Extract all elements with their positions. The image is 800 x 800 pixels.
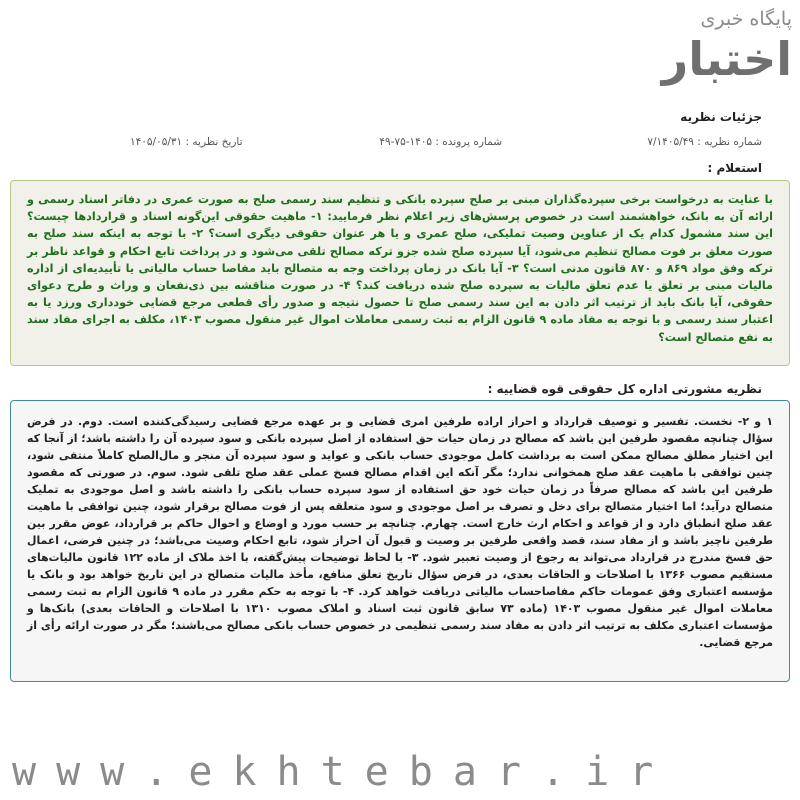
site-watermark: www.ekhtebar.ir <box>12 749 674 795</box>
question-heading: استعلام : <box>707 161 762 175</box>
logo-name: اختبار <box>661 32 792 86</box>
opinion-text: ۱ و ۲- نخست. تفسیر و توصیف قرارداد و احراز اراده طرفین امری قضایی و بر عهده مرجع قضایی رسیدگی‌کننده است. دوم. در فرض سؤال چنانچه مقصود طرفین این باشد که مصالح در زمان حیات حق استفاده از اصل سپرده بانکی و سود سپرده آن را داشته باشد؛ از آنجا که این اختیار مطلق مصالح ممکن است به برداشت کامل موجودی حساب بانکی و عواید و سود سپرده آن منجر و مال‌الصلح کاملاً منتفی شود، چنین توافقی با ماهیت عقد صلح همخوانی ندارد؛ مگر آنکه این اقدام مصالح فسخ عملی عقد صلح تلقی شود. سوم. در صورتی که مقصود طرفین این باشد که مصالح صرفاً در زمان حیات خود حق استفاده از سود سپرده حساب بانکی را داشته باشد و اصل موجودی به تملیک متصالح درآید؛ اما اختیار متصالح برای دخل و تصرف بر اصل موجودی و سود متعلقه پس از فوت مصالح برقرار شود، چنین توافقی با ماهیت عقد صلح انطباق دارد و از قواعد و احکام ارث خارج است. چهارم. چنانچه بر حسب مورد و اوضاع و احوال حاکم بر قرارداد، عوض مقرر بین طرفین ناچیز باشد و از مفاد سند، قصد واقعی طرفین بر وصیت و قبول آن احراز شود، تابع احکام وصیت می‌باشد؛ در چنین فرضی، اعمال حق فسخ مندرج در قرارداد می‌تواند به رجوع از وصیت تعبیر شود. ۳- با لحاظ توضیحات پیش‌گفته، با اخذ ملاک از ماده ۱۲۲ قانون مالیات‌های مستقیم مصوب ۱۳۶۶ با اصلاحات و الحاقات بعدی، در فرض سؤال تاریخ تعلق منافع، مأخذ مالیات متصالح در این تاریخ خواهد بود و بانک یا مؤسسه اعتباری وفق عمومات حاکم مفاصاحساب مالیاتی دریافت خواهد کرد. ۴- با توجه به حکم مقرر در ماده ۹ قانون الزام به ثبت رسمی معاملات اموال غیر منقول مصوب ۱۴۰۳ (ماده ۷۳ سابق قانون ثبت اسناد و املاک مصوب ۱۳۱۰ با اصلاحات و الحاقات بعدی) بانک‌ها و مؤسسات اعتباری مکلف به ترتیب اثر دادن به مفاد سند رسمی تنظیمی در خصوص حساب بانکی مصالح می‌باشند؛ مگر در صورت ارائه رأی از مرجع قضایی. <box>27 415 774 649</box>
question-box <box>10 180 790 366</box>
logo-subtitle: پایگاه خبری <box>700 8 792 30</box>
opinion-box <box>10 400 790 682</box>
opinion-heading: نظریه مشورتی اداره کل حقوقی قوه قضاییه : <box>487 382 762 396</box>
opinion-meta <box>130 136 762 152</box>
file-number: شماره پرونده : ۱۴۰۵-۷۵-۴۹ <box>379 136 502 148</box>
site-logo <box>661 6 792 98</box>
details-title: جزئیات نظریه <box>680 110 762 124</box>
opinion-date: تاریخ نظریه : ۱۴۰۵/۰۵/۳۱ <box>130 136 243 148</box>
question-text: با عنایت به درخواست برخی سپرده‌گذاران مبنی بر صلح سپرده بانکی و تنظیم سند رسمی صلح به صورت عمری در دفاتر اسناد رسمی و ارائه آن به بانک، خواهشمند است در خصوص پرسش‌های زیر اعلام نظر فرمایید: ۱- ماهیت حقوقی این‌گونه اسناد و قراردادها چیست؟ این سند مشمول کدام یک از عناوین وصیت تملیکی، صلح عمری و یا هر عنوان حقوقی دیگری است؟ ۲- با توجه به اینکه سند صلح به صورت معلق بر فوت مصالح تنظیم می‌شود، آیا سپرده صلح شده جزو ترکه مصالح تلقی می‌شود و در پرداخت تابع احکام و قواعد ناظر بر ترکه وفق مواد ۸۶۹ و ۸۷۰ قانون مدنی است؟ ۳- آیا بانک در زمان پرداخت وجه به متصالح باید مفاصا حساب مالیاتی یا تأییدیه‌ای از اداره مالیات مبنی بر تعلق یا عدم تعلق مالیات به سپرده صلح شده دریافت کند؟ ۴- در صورت مناقشه بین ذی‌نفعان و وراث و طرح دعوای حقوقی، آیا بانک باید از ترتیب اثر دادن به این سند رسمی صلح تا حصول نتیجه و صدور رأی قطعی مرجع قضایی خودداری ورزد یا به اعتبار سند رسمی و با توجه به مفاد ماده ۹ قانون الزام به ثبت رسمی معاملات اموال غیر منقول مصوب ۱۴۰۳، مکلف به اجرای مفاد سند به نفع متصالح است؟ <box>27 193 774 344</box>
opinion-number: شماره نظریه : ۷/۱۴۰۵/۴۹ <box>647 136 762 148</box>
